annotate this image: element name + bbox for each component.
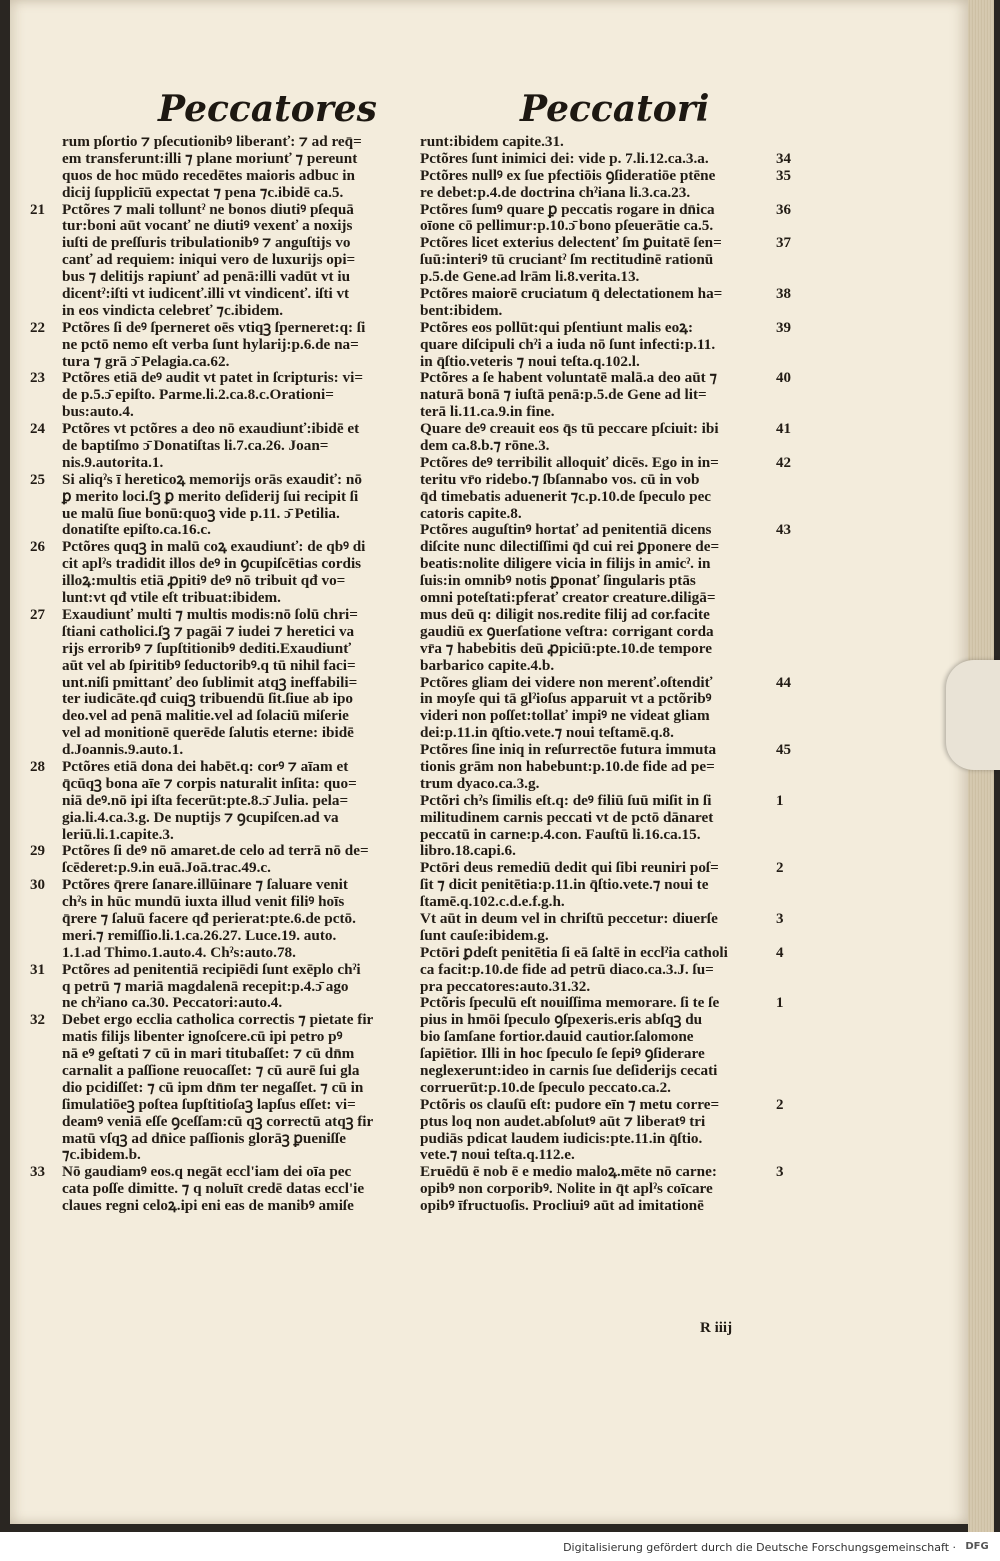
- entry-number: 31: [30, 961, 45, 978]
- line-text: ſapiētior. Illi in hoc ſpeculo ſe ſepiꝰ ꝯſiderare: [420, 1045, 705, 1063]
- entry-number: 30: [30, 877, 45, 894]
- text-line: [420, 421, 802, 438]
- line-text: Quare deꝰ creauit eos q̄s tū peccare pſciuit: ibi: [420, 420, 719, 438]
- text-line: [420, 134, 802, 151]
- text-line: [30, 793, 420, 810]
- text-line: [420, 252, 802, 269]
- text-line: [30, 928, 420, 945]
- line-text: rum pſortio ⁊ pſecutionibꝰ liberanť: ⁊ ad req̄=: [62, 133, 362, 150]
- line-text: em transferunt:illi ⁊ plane moriunť ⁊ pereunt: [62, 149, 358, 167]
- text-line: [420, 354, 802, 371]
- text-line: [30, 556, 420, 573]
- line-text: lunt:vt qđ vtile eſt tribuat:ibidem.: [62, 589, 281, 607]
- line-text: tura ⁊ grā ɔ̄ Pelagia.ca.62.: [62, 352, 230, 370]
- text-line: [420, 1063, 802, 1080]
- text-line: [420, 675, 802, 692]
- line-text: Pctõres a ſe habent voluntatē malā.a deo aūt ⁊: [420, 369, 718, 387]
- text-line: [420, 1080, 802, 1097]
- entry-number: 24: [30, 421, 45, 438]
- text-line: [30, 641, 420, 658]
- line-text: quare diſcipuli chˀi a iuda nō ſunt infecti:p.11.: [420, 335, 716, 353]
- line-text: pudiās pdicat laudem iudicis:pte.11.in q̄ſtio.: [420, 1129, 703, 1147]
- text-line: [420, 286, 802, 303]
- text-line: [30, 387, 420, 404]
- text-line: [30, 506, 420, 523]
- line-text: Pctõri chˀs ſimilis eſt.q: deꝰ filiū ſuū miſit in ſi: [420, 791, 712, 809]
- line-text: tionis grām non habebunt:p.10.de fide ad pe=: [420, 757, 715, 775]
- text-line: [420, 1131, 802, 1148]
- line-text: Pctõres etiā dona dei habēt.q: corꝰ ⁊ aīam et: [62, 757, 349, 775]
- text-line: [420, 1097, 802, 1114]
- text-line: [30, 370, 420, 387]
- entry-number: 35: [776, 167, 791, 184]
- text-line: [30, 590, 420, 607]
- entry-number: 28: [30, 758, 45, 775]
- line-text: canť ad requiem: iniqui vero de luxurijs opi=: [62, 251, 356, 269]
- line-text: teritu vr̄o ridebo.⁊ ſbſannabo vos. cū in vob: [420, 470, 700, 488]
- line-text: peccatū in carne:p.4.con. Fauſtū li.16.ca.15.: [420, 825, 701, 843]
- text-line: [30, 286, 420, 303]
- line-text: Pctõres vt pctõres a deo nō exaudiunť:ibidē et: [62, 420, 360, 438]
- text-line: [420, 911, 802, 928]
- text-line: [420, 370, 802, 387]
- text-line: [420, 979, 802, 996]
- text-line: [420, 185, 802, 202]
- text-line: [420, 590, 802, 607]
- line-text: dicentˀ:iſti vt iudicenť.illi vt vindicenť. iſti vt: [62, 285, 350, 303]
- line-text: ſuis:in omnibꝰ notis ꝑponať ſingularis ptās: [420, 572, 696, 590]
- text-line: [420, 151, 802, 168]
- entry-number: 23: [30, 370, 45, 387]
- line-text: Pctõres ſi deꝰ ſperneret oēs vtiqꝫ ſperneret:q: ſi: [62, 318, 366, 336]
- text-line: [30, 1147, 420, 1164]
- line-text: ptus loq non audet.abſolutꝰ aūt ⁊ liberatꝰ tri: [420, 1112, 706, 1130]
- text-line: [30, 1097, 420, 1114]
- line-text: Vt aūt in deum vel in chriſtū peccetur: diuerſe: [420, 909, 718, 927]
- text-line: [420, 624, 802, 641]
- line-text: omni poteſtati:pferať creator creature.diligā=: [420, 589, 716, 607]
- line-text: claues regni celoꝝ.ipi eni eas de manibꝰ amiſe: [62, 1197, 354, 1215]
- line-text: nis.9.autorita.1.: [62, 453, 164, 471]
- text-line: [30, 1131, 420, 1148]
- text-line: [420, 472, 802, 489]
- line-text: Debet ergo ecclia catholica correctis ⁊ pietate fir: [62, 1011, 374, 1029]
- text-line: [30, 1063, 420, 1080]
- entry-number: 21: [30, 201, 45, 218]
- line-text: vete.⁊ noui teſta.q.112.e.: [420, 1146, 575, 1164]
- text-line: [30, 1029, 420, 1046]
- line-text: niā deꝰ.nō ipi iſta fecerūt:pte.8.ɔ̄ Julia. pela=: [62, 791, 349, 809]
- text-line: [420, 1164, 802, 1181]
- text-line: [420, 1029, 802, 1046]
- text-line: [30, 1164, 420, 1181]
- line-text: pra peccatores:auto.31.32.: [420, 977, 591, 995]
- entry-number: 32: [30, 1012, 45, 1029]
- text-line: [30, 522, 420, 539]
- entry-number: 33: [30, 1164, 45, 1181]
- line-text: ſit ⁊ dicit penitētia:p.11.in q̄ſtio.vete.⁊ noui te: [420, 876, 709, 894]
- entry-number: 45: [776, 742, 791, 759]
- text-line: [30, 421, 420, 438]
- line-text: Pctõres q̄rere ſanare.illūinare ⁊ ſaluare venit: [62, 876, 348, 894]
- line-text: Pctõres etiā deꝰ audit vt patet in ſcripturis: vi=: [62, 369, 364, 387]
- text-line: [30, 1181, 420, 1198]
- line-text: re debet:p.4.de doctrina chˀiana li.3.ca.23.: [420, 183, 691, 201]
- text-line: [420, 607, 802, 624]
- line-text: matis filijs libenter ignoſcere.cū ipi petro pꝰ: [62, 1028, 343, 1046]
- entry-number: 3: [776, 1164, 784, 1181]
- line-text: ſuū:interiꝰ tū cruciantˀ ſm rectitudinē rationū: [420, 251, 714, 269]
- line-text: vel ad monitionē querēde ſalutis eterne: ibidē: [62, 724, 354, 742]
- text-line: [420, 928, 802, 945]
- line-text: gaudiū ex ꝯuerſatione veſtra: corrigant corda: [420, 622, 714, 640]
- line-text: ſunt cauſe:ibidem.g.: [420, 926, 549, 944]
- entry-number: 22: [30, 319, 45, 336]
- entry-number: 41: [776, 421, 791, 438]
- text-line: [30, 320, 420, 337]
- line-text: ſimulatiōeꝫ poſtea ſupſtitioſaꝫ lapſus eſſet: vi=: [62, 1095, 356, 1113]
- entry-number: 34: [776, 150, 791, 167]
- text-line: [420, 202, 802, 219]
- right-text-column: [420, 134, 802, 1215]
- text-line: [30, 472, 420, 489]
- text-line: [30, 911, 420, 928]
- footer-bar: [0, 1532, 1000, 1561]
- text-line: [420, 860, 802, 877]
- text-line: [420, 438, 802, 455]
- line-text: ne chˀiano ca.30. Peccatori:auto.4.: [62, 994, 283, 1012]
- line-text: pius in hmōi ſpeculo ꝯſpexeris.eris abſqꝫ du: [420, 1011, 703, 1029]
- text-line: [30, 708, 420, 725]
- line-text: ſtamē.q.102.c.d.e.f.g.h.: [420, 893, 565, 911]
- line-text: barbarico capite.4.b.: [420, 656, 555, 674]
- text-line: [420, 1114, 802, 1131]
- line-text: ſcēderet:p.9.in euā.Joā.trac.49.c.: [62, 859, 271, 877]
- line-text: donatiſte epiſto.ca.16.c.: [62, 521, 211, 539]
- line-text: de p.5.ɔ̄ epiſto. Parme.li.2.ca.8.c.Orationi=: [62, 386, 334, 404]
- text-line: [30, 607, 420, 624]
- line-text: dei:p.11.in q̄ſtio.vete.⁊ noui teſtamē.q.8.: [420, 724, 674, 742]
- text-line: [30, 202, 420, 219]
- line-text: ne pctō nemo eſt verba ſunt hylarij:p.6.de na=: [62, 335, 359, 353]
- line-text: dem ca.8.b.⁊ rōne.3.: [420, 437, 550, 455]
- entry-number: 2: [776, 1096, 784, 1113]
- line-text: oīone cō pellimur:p.10.ɔ̄ bono pſeuerātie ca.5.: [420, 217, 714, 235]
- line-text: neglexerunt:ideo in carnis ſue deſiderijs cecati: [420, 1061, 718, 1079]
- line-text: in q̄ſtio.veteris ⁊ noui teſta.q.102.l.: [420, 352, 640, 370]
- line-text: de baptiſmo ɔ̄ Donatiſtas li.7.ca.26. Joan=: [62, 437, 329, 455]
- line-text: Exaudiunť multi ⁊ multis modis:nō ſolū chri=: [62, 605, 358, 623]
- text-line: [420, 843, 802, 860]
- text-line: [30, 438, 420, 455]
- line-text: Pctõres ſunt inimici dei: vide p. 7.li.12.ca.3.a.: [420, 149, 709, 167]
- text-line: [420, 742, 802, 759]
- line-text: dicij ſupplicīū expectat ⁊ pena ⁊c.ibidē ca.5.: [62, 183, 344, 201]
- text-line: [30, 860, 420, 877]
- text-line: [420, 320, 802, 337]
- line-text: runt:ibidem capite.31.: [420, 133, 564, 150]
- text-line: [30, 185, 420, 202]
- entry-number: 27: [30, 606, 45, 623]
- line-text: Pctõres quqꝫ in malū coꝝ exaudiunť: de qbꝰ di: [62, 538, 366, 556]
- text-line: [30, 1198, 420, 1215]
- line-text: chˀs in hūc mundū iuxta illud venit filiꝰ hoīs: [62, 893, 345, 911]
- text-line: [420, 725, 802, 742]
- text-line: [30, 810, 420, 827]
- footer-credit: Digitalisierung gefördert durch die Deutsche Forschungsgemeinschaft ·: [563, 1541, 956, 1554]
- line-text: Pctõres deꝰ terribilit alloquiť dicēs. Ego in in=: [420, 453, 719, 471]
- entry-number: 26: [30, 539, 45, 556]
- text-line: [30, 539, 420, 556]
- line-text: terā li.11.ca.9.in fine.: [420, 403, 555, 421]
- line-text: cata poſſe dimitte. ⁊ q noluīt credē datas eccl'ie: [62, 1180, 365, 1198]
- text-line: [420, 1147, 802, 1164]
- entry-number: 25: [30, 471, 45, 488]
- line-text: Pctõres ſi deꝰ nō amaret.de celo ad terrā nō de=: [62, 842, 369, 860]
- text-line: [30, 1012, 420, 1029]
- text-line: [30, 945, 420, 962]
- line-text: ⁊c.ibidem.b.: [62, 1146, 141, 1164]
- entry-number: 43: [776, 522, 791, 539]
- text-line: [420, 337, 802, 354]
- line-text: in eos vindicta celebreť ⁊c.ibidem.: [62, 301, 284, 319]
- text-line: [30, 354, 420, 371]
- line-text: unt.niſi pmittanť deo ſublimit atqꝫ ineffabili=: [62, 673, 358, 691]
- text-line: [30, 337, 420, 354]
- line-text: ſtiani catholici.ſꝫ ⁊ pagāi ⁊ iudei ⁊ heretici va: [62, 622, 355, 640]
- line-text: Pctõres ad penitentiā recipiēdi ſunt exēplo chˀi: [62, 960, 361, 978]
- text-line: [30, 877, 420, 894]
- entry-number: 40: [776, 370, 791, 387]
- line-text: videri non poſſet:tollať impiꝰ ne videat gliam: [420, 707, 710, 725]
- line-text: bus:auto.4.: [62, 403, 134, 421]
- text-line: [30, 962, 420, 979]
- text-line: [30, 827, 420, 844]
- text-line: [30, 573, 420, 590]
- text-line: [30, 455, 420, 472]
- line-text: q̄d timebatis aduenerit ⁊c.p.10.de ſpeculo pec: [420, 487, 712, 505]
- text-line: [420, 691, 802, 708]
- text-line: [420, 810, 802, 827]
- line-text: diſcite nunc dilectiſſimi q̄d cui rei ꝑponere de=: [420, 538, 720, 556]
- line-text: libro.18.capi.6.: [420, 842, 516, 860]
- entry-number: 2: [776, 860, 784, 877]
- text-line: [30, 725, 420, 742]
- entry-number: 29: [30, 843, 45, 860]
- line-text: gia.li.4.ca.3.g. De nuptijs ⁊ ꝯcupiſcen.ad va: [62, 808, 339, 826]
- line-text: in moyſe qui tā glˀioſus apparuit vt a pctõribꝰ: [420, 690, 712, 708]
- line-text: dio pcidiſſet: ⁊ cū ipm dn̄m ter negaſſet. ⁊ cū in: [62, 1078, 364, 1096]
- entry-number: 1: [776, 995, 784, 1012]
- line-text: opibꝰ īfructuoſis. Procliuiꝰ aūt ad imitationē: [420, 1197, 704, 1215]
- text-line: [420, 539, 802, 556]
- text-line: [30, 979, 420, 996]
- text-line: [420, 759, 802, 776]
- line-text: trum dyaco.ca.3.g.: [420, 774, 540, 792]
- line-text: cit aplˀs tradidit illos deꝰ in ꝯcupiſcētias cordis: [62, 555, 362, 573]
- entry-number: 39: [776, 319, 791, 336]
- line-text: rijs erroribꝰ ⁊ ſupſtitionibꝰ dediti.Exaudiunť: [62, 639, 352, 657]
- running-header-right: Peccatori: [520, 88, 710, 130]
- text-line: [420, 235, 802, 252]
- line-text: quos de hoc mūdo recedētes maioris adbuc in: [62, 166, 355, 184]
- line-text: Pctõres gliam dei videre non merenť.oſtendiť: [420, 673, 713, 691]
- line-text: meri.⁊ remiſſio.li.1.ca.26.27. Luce.19. auto.: [62, 926, 337, 944]
- line-text: Pctōri deus remediū dedit qui ſibi reuniri poſ=: [420, 859, 719, 877]
- line-text: aūt vel ab ſpiritibꝰ ſeductoribꝰ.q tū nihil faci=: [62, 656, 356, 674]
- text-line: [30, 489, 420, 506]
- text-line: [30, 252, 420, 269]
- line-text: Eruēdū ē nob ē e medio maloꝝ.mēte nō carne:: [420, 1163, 717, 1181]
- text-line: [420, 522, 802, 539]
- line-text: Nō gaudiamꝰ eos.q negāt eccl'iam dei oīa pec: [62, 1163, 352, 1181]
- text-line: [30, 742, 420, 759]
- text-line: [420, 894, 802, 911]
- line-text: q̄cūqꝫ bona aīe ⁊ corpis naturalit inſita: quo=: [62, 774, 357, 792]
- line-text: catoris capite.8.: [420, 504, 522, 522]
- line-text: Pctõres ſine iniq in reſurrectōe futura immuta: [420, 741, 717, 759]
- line-text: ue malū ſiue bonū:quoꝫ vide p.11. ɔ̄ Petilia.: [62, 504, 340, 522]
- line-text: beatis:nolite diligere vicia in filijs in amicˀ. in: [420, 555, 711, 573]
- text-line: [420, 827, 802, 844]
- text-line: [420, 455, 802, 472]
- line-text: nā eꝰ geſtati ⁊ cū in mari titubaſſet: ⁊ cū dn̄m: [62, 1045, 355, 1063]
- text-line: [30, 168, 420, 185]
- line-text: Pctõris os clauſū eſt: pudore eīn ⁊ metu corre=: [420, 1095, 720, 1113]
- line-text: Pctõres maiorē cruciatum q̄ delectationem ha=: [420, 285, 723, 303]
- text-line: [420, 1181, 802, 1198]
- line-text: ꝑ merito loci.ſꝫ ꝑ merito deſiderij ſui recipit ſi: [62, 487, 359, 505]
- line-text: q̄rere ⁊ ſaluū facere qđ perierat:pte.6.de pctō.: [62, 909, 356, 927]
- line-text: bio ſamſane fortior.dauid cautior.ſalomone: [420, 1028, 694, 1046]
- text-line: [30, 675, 420, 692]
- line-text: Pctõres eos pollūt:qui pſentiunt malis eoꝝ:: [420, 318, 694, 336]
- text-line: [420, 1198, 802, 1215]
- line-text: Pctõres ⁊ mali tolluntˀ ne bonos diutiꝰ pſequā: [62, 200, 354, 218]
- text-line: [420, 945, 802, 962]
- line-text: 1.1.ad Thimo.1.auto.4. Chˀs:auto.78.: [62, 943, 296, 961]
- text-line: [30, 151, 420, 168]
- text-line: [30, 303, 420, 320]
- line-text: ter iudicāte.qđ cuiqꝫ tribuendū ſit.ſiue ab ipo: [62, 690, 354, 708]
- text-line: [30, 995, 420, 1012]
- text-line: [420, 641, 802, 658]
- text-line: [420, 793, 802, 810]
- text-line: [30, 235, 420, 252]
- line-text: d.Joannis.9.auto.1.: [62, 741, 184, 759]
- line-text: ca facit:p.10.de fide ad petrū diaco.ca.3.J. ſu=: [420, 960, 714, 978]
- text-line: [30, 1080, 420, 1097]
- line-text: bent:ibidem.: [420, 301, 503, 319]
- line-text: Si aliqˀs ī hereticoꝝ memorijs orās exaudiť: nō: [62, 470, 362, 488]
- dfg-logo: DFG: [965, 1540, 989, 1552]
- line-text: corruerūt:p.10.de ſpeculo peccato.ca.2.: [420, 1078, 671, 1096]
- page-tab-marker: [946, 660, 1000, 770]
- running-header-left: Peccatores: [158, 88, 377, 130]
- line-text: matū vſqꝫ ad dn̄ice paſſionis glorāꝫ ꝑueniſſe: [62, 1129, 346, 1147]
- text-line: [30, 269, 420, 286]
- text-line: [30, 759, 420, 776]
- text-line: [30, 134, 420, 151]
- entry-number: 3: [776, 910, 784, 927]
- signature-mark: R iiij: [700, 1320, 733, 1336]
- entry-number: 36: [776, 201, 791, 218]
- entry-number: 42: [776, 454, 791, 471]
- text-line: [30, 691, 420, 708]
- text-line: [420, 168, 802, 185]
- text-line: [420, 573, 802, 590]
- text-line: [420, 303, 802, 320]
- text-line: [30, 658, 420, 675]
- line-text: Pctōri ꝑdeſt penitētia ſi eā ſaltē in ecclˀia catholi: [420, 943, 728, 961]
- text-line: [420, 658, 802, 675]
- left-text-column: [30, 134, 420, 1215]
- text-line: [420, 1012, 802, 1029]
- text-line: [420, 387, 802, 404]
- text-line: [30, 1046, 420, 1063]
- text-line: [420, 776, 802, 793]
- line-text: illoꝝ:multis etiā ꝓpitiꝰ deꝰ nō tribuit qđ vo=: [62, 572, 346, 590]
- line-text: militudinem carnis peccati vt de pctō dānaret: [420, 808, 714, 826]
- line-text: naturā bonā ⁊ iuſtā penā:p.5.de Gene ad lit=: [420, 386, 707, 404]
- text-line: [420, 556, 802, 573]
- line-text: deo.vel ad penā malitie.vel ad ſolaciū miſerie: [62, 707, 349, 725]
- line-text: Pctõres nullꝰ ex ſue pfectiōis ꝯſideratiōe ptēne: [420, 166, 716, 184]
- line-text: carnalit a paſſione reuocaſſet: ⁊ cū aurē ſui gla: [62, 1061, 360, 1079]
- entry-number: 4: [776, 944, 784, 961]
- line-text: vr̄a ⁊ habebitis deū ꝓpiciū:pte.10.de tempore: [420, 639, 712, 657]
- line-text: Pctõris ſpeculū eſt nouiſſima memorare. ſi te ſe: [420, 994, 720, 1012]
- text-line: [30, 1114, 420, 1131]
- entry-number: 38: [776, 286, 791, 303]
- text-line: [420, 489, 802, 506]
- text-line: [420, 995, 802, 1012]
- text-line: [420, 404, 802, 421]
- text-line: [30, 894, 420, 911]
- text-line: [30, 404, 420, 421]
- text-line: [420, 1046, 802, 1063]
- text-line: [420, 506, 802, 523]
- line-text: leriū.li.1.capite.3.: [62, 825, 174, 843]
- entry-number: 37: [776, 235, 791, 252]
- text-line: [30, 776, 420, 793]
- entry-number: 44: [776, 674, 791, 691]
- text-line: [30, 624, 420, 641]
- text-line: [420, 218, 802, 235]
- line-text: p.5.de Gene.ad lrām li.8.verita.13.: [420, 268, 640, 286]
- text-line: [420, 877, 802, 894]
- line-text: deamꝰ veniā eſſe ꝯceſſam:cū qꝫ correctū atqꝫ fir: [62, 1112, 374, 1130]
- text-line: [420, 708, 802, 725]
- line-text: Pctõres auguſtinꝰ hortať ad penitentiā dicens: [420, 521, 712, 539]
- text-line: [30, 218, 420, 235]
- text-line: [420, 962, 802, 979]
- text-line: [420, 269, 802, 286]
- entry-number: 1: [776, 792, 784, 809]
- line-text: opibꝰ non corporibꝰ. Nolite in q̄t aplˀs coīcare: [420, 1180, 713, 1198]
- line-text: tur:boni aūt vocanť ne diutiꝰ vexenť a noxijs: [62, 217, 353, 235]
- line-text: Pctõres licet exterius delectenť ſm ꝑuitatē ſen=: [420, 234, 722, 252]
- line-text: iuſti de preſſuris tribulationibꝰ ⁊ anguſtijs vo: [62, 234, 351, 252]
- line-text: bus ⁊ delitijs rapiunť ad penā:illi vadūt vt iu: [62, 268, 351, 286]
- line-text: Pctõres ſumꝰ quare ꝑ peccatis rogare in dn̄ica: [420, 200, 715, 218]
- text-line: [30, 843, 420, 860]
- line-text: q petrū ⁊ mariā magdalenā recepit:p.4.ɔ̄ ago: [62, 977, 349, 995]
- line-text: mus deū q: diligit nos.redite filij ad cor.facite: [420, 605, 710, 623]
